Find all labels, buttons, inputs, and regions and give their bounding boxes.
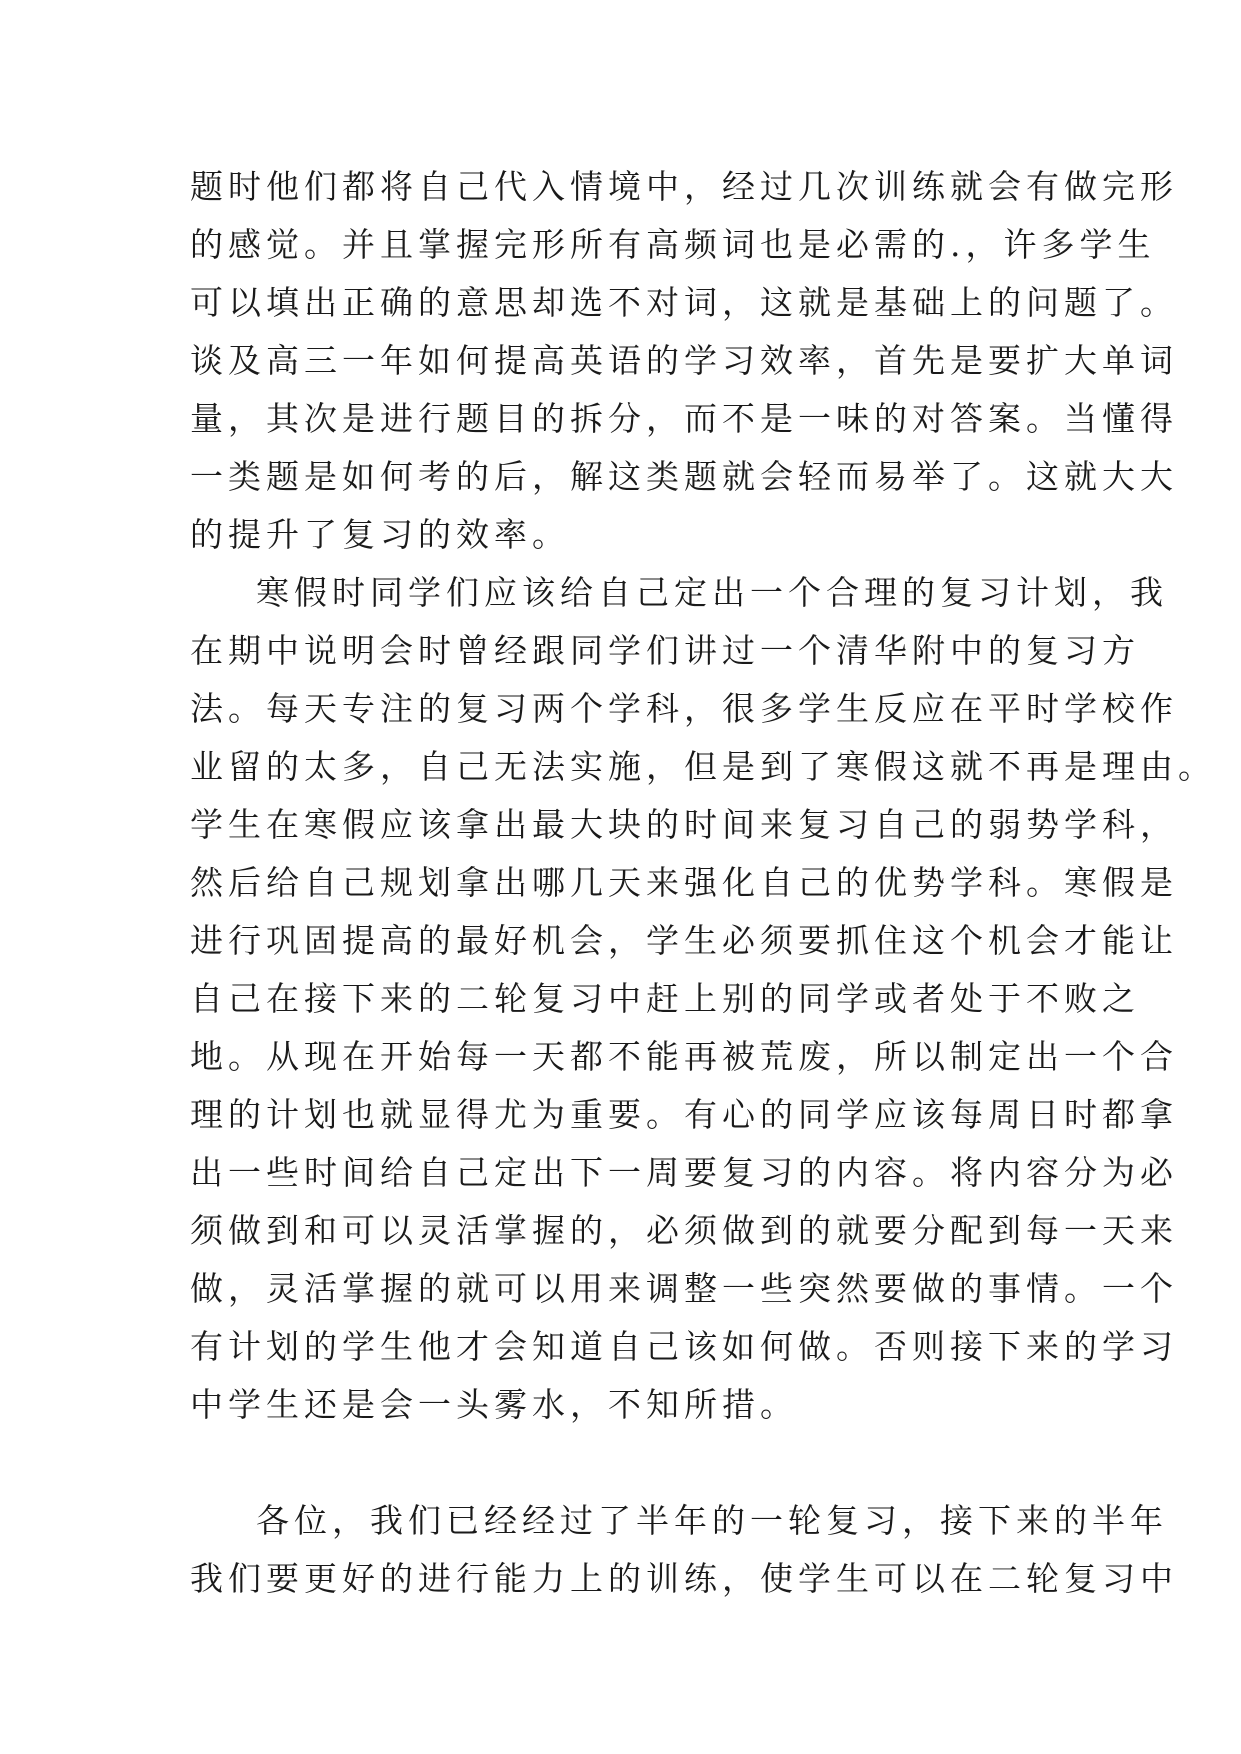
text-line: 然后给自己规划拿出哪几天来强化自己的优势学科。寒假是 bbox=[190, 863, 1178, 902]
text-line bbox=[190, 1434, 1070, 1492]
text-line: 各位，我们已经经过了半年的一轮复习，接下来的半年 bbox=[256, 1501, 1168, 1540]
paragraph-1 bbox=[190, 158, 1178, 564]
text-line: 在期中说明会时曾经跟同学们讲过一个清华附中的复习方 bbox=[190, 631, 1140, 670]
text-line: 可以填出正确的意思却选不对词，这就是基础上的问题了。 bbox=[190, 283, 1178, 322]
text-line: 进行巩固提高的最好机会，学生必须要抓住这个机会才能让 bbox=[190, 921, 1178, 960]
document-body bbox=[190, 158, 1216, 1608]
text-line: 做，灵活掌握的就可以用来调整一些突然要做的事情。一个 bbox=[190, 1269, 1178, 1308]
text-line: 业留的太多，自己无法实施，但是到了寒假这就不再是理由。 bbox=[190, 747, 1216, 786]
text-line: 寒假时同学们应该给自己定出一个合理的复习计划，我 bbox=[256, 573, 1168, 612]
text-line: 法。每天专注的复习两个学科，很多学生反应在平时学校作 bbox=[190, 689, 1178, 728]
text-line: 理的计划也就显得尤为重要。有心的同学应该每周日时都拿 bbox=[190, 1095, 1178, 1134]
text-line: 出一些时间给自己定出下一周要复习的内容。将内容分为必 bbox=[190, 1153, 1178, 1192]
text-line: 量，其次是进行题目的拆分，而不是一味的对答案。当懂得 bbox=[190, 399, 1178, 438]
text-line: 地。从现在开始每一天都不能再被荒废，所以制定出一个合 bbox=[190, 1037, 1178, 1076]
text-line: 学生在寒假应该拿出最大块的时间来复习自己的弱势学科， bbox=[190, 805, 1178, 844]
paragraph-3 bbox=[190, 1492, 1178, 1608]
text-line: 有计划的学生他才会知道自己该如何做。否则接下来的学习 bbox=[190, 1327, 1178, 1366]
text-line: 的提升了复习的效率。 bbox=[190, 515, 570, 554]
text-line: 的感觉。并且掌握完形所有高频词也是必需的.，许多学生 bbox=[190, 225, 1156, 264]
text-line: 一类题是如何考的后，解这类题就会轻而易举了。这就大大 bbox=[190, 457, 1178, 496]
text-line: 中学生还是会一头雾水，不知所措。 bbox=[190, 1385, 798, 1424]
text-line: 须做到和可以灵活掌握的，必须做到的就要分配到每一天来 bbox=[190, 1211, 1178, 1250]
text-line: 题时他们都将自己代入情境中，经过几次训练就会有做完形 bbox=[190, 167, 1178, 206]
paragraph-2 bbox=[190, 564, 1216, 1492]
text-line: 谈及高三一年如何提高英语的学习效率，首先是要扩大单词 bbox=[190, 341, 1178, 380]
text-line: 我们要更好的进行能力上的训练，使学生可以在二轮复习中 bbox=[190, 1559, 1178, 1598]
text-line: 自己在接下来的二轮复习中赶上别的同学或者处于不败之 bbox=[190, 979, 1140, 1018]
